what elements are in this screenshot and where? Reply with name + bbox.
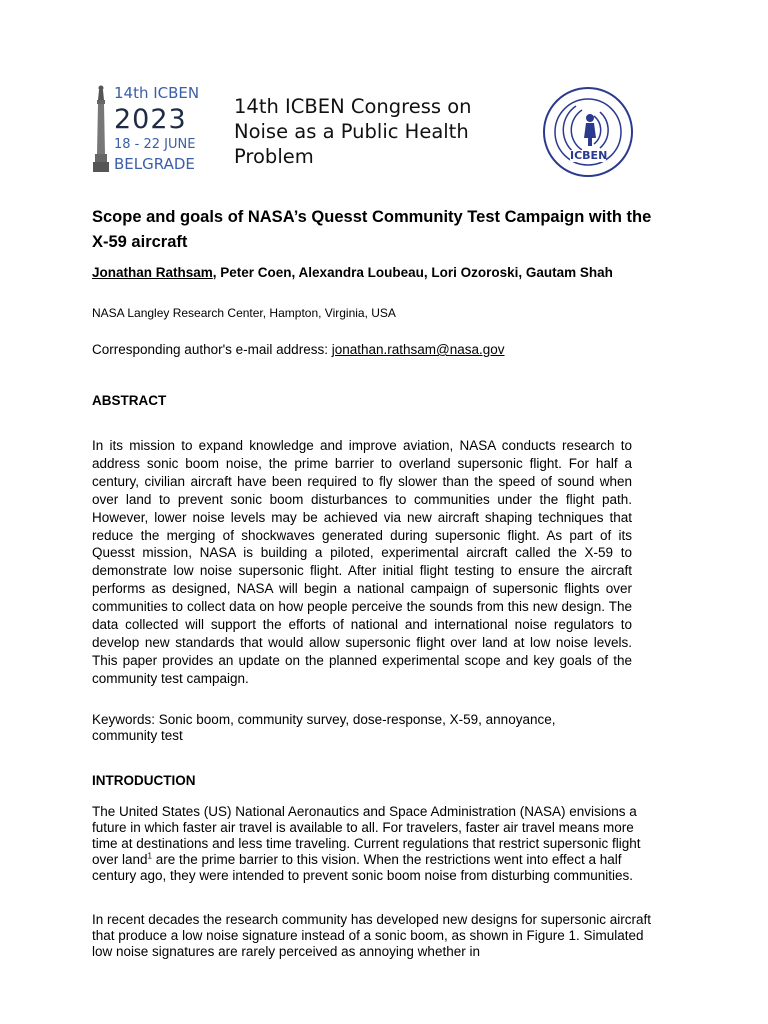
- icben-seal-icon: [542, 86, 634, 178]
- logo-year: 2023: [114, 104, 187, 135]
- seal-label: ICBEN: [570, 149, 608, 162]
- intro-p1-before: The United States (US) National Aeronautics and Space Administration (NASA) envisions a future in which faster air travel is available to all. For travelers, faster air travel means more time at destinations and less time traveling. Current regulations that restrict supersonic flight over land: [92, 804, 641, 867]
- intro-p1-after: are the prime barrier to this vision. When the restrictions went into effect a half century ago, they were intended to prevent sonic boom noise from disturbing communities.: [92, 852, 634, 883]
- footnote-marker[interactable]: 1: [147, 851, 152, 861]
- introduction-heading: INTRODUCTION: [92, 773, 196, 788]
- icben-seal-logo: [542, 86, 634, 178]
- intro-paragraph-2: In recent decades the research community has developed new designs for supersonic aircraft that produce a low noise signature instead of a sonic boom, as shown in Figure 1. Simulated low noise signatures are rarely perceived as annoying whether in: [92, 912, 652, 959]
- author-list: [92, 265, 613, 280]
- logo-edition: 14th ICBEN: [114, 84, 200, 102]
- abstract-heading: ABSTRACT: [92, 393, 167, 408]
- paper-title: Scope and goals of NASA’s Quesst Community Test Campaign with the X-59 aircraft: [92, 208, 652, 251]
- logo-dates: 18 - 22 JUNE: [114, 137, 196, 152]
- congress-title: 14th ICBEN Congress on Noise as a Public Health Problem: [234, 95, 472, 168]
- keywords: Keywords: Sonic boom, community survey, dose-response, X-59, annoyance, community test: [92, 712, 556, 743]
- logo-city: BELGRADE: [114, 155, 195, 173]
- monument-icon: [92, 84, 110, 174]
- corresponding-email-line: [92, 342, 505, 357]
- corresponding-label: Corresponding author's e-mail address:: [92, 342, 332, 357]
- email-link[interactable]: jonathan.rathsam@nasa.gov: [331, 342, 505, 357]
- corresponding-author: Jonathan Rathsam: [92, 265, 213, 280]
- abstract-text: In its mission to expand knowledge and improve aviation, NASA conducts research to address sonic boom noise, the prime barrier to overland supersonic flight. For half a century, civilian aircraft have been required to fly slower than the speed of sound when over land to prevent sonic boom disturbances to communities under the flight path. However, lower noise levels may be achieved via new aircraft shaping techniques that reduce the merging of shockwaves generated during supersonic flight. As part of its Quesst mission, NASA is building a piloted, experimental aircraft called the X-59 to demonstrate low noise supersonic flight. After initial flight testing to ensure the aircraft performs as designed, NASA will begin a national campaign of supersonic flights over communities to collect data on how people perceive the sounds from this new design. The data collected will support the efforts of national and international noise regulators to develop new standards that would allow supersonic flight over land at low noise levels. This paper provides an update on the planned experimental scope and key goals of the community test campaign.: [92, 438, 632, 686]
- intro-paragraph-1: [92, 804, 652, 884]
- co-authors: , Peter Coen, Alexandra Loubeau, Lori Ozoroski, Gautam Shah: [212, 265, 613, 280]
- icben-2023-logo: [92, 82, 204, 174]
- affiliation: NASA Langley Research Center, Hampton, Virginia, USA: [92, 306, 396, 320]
